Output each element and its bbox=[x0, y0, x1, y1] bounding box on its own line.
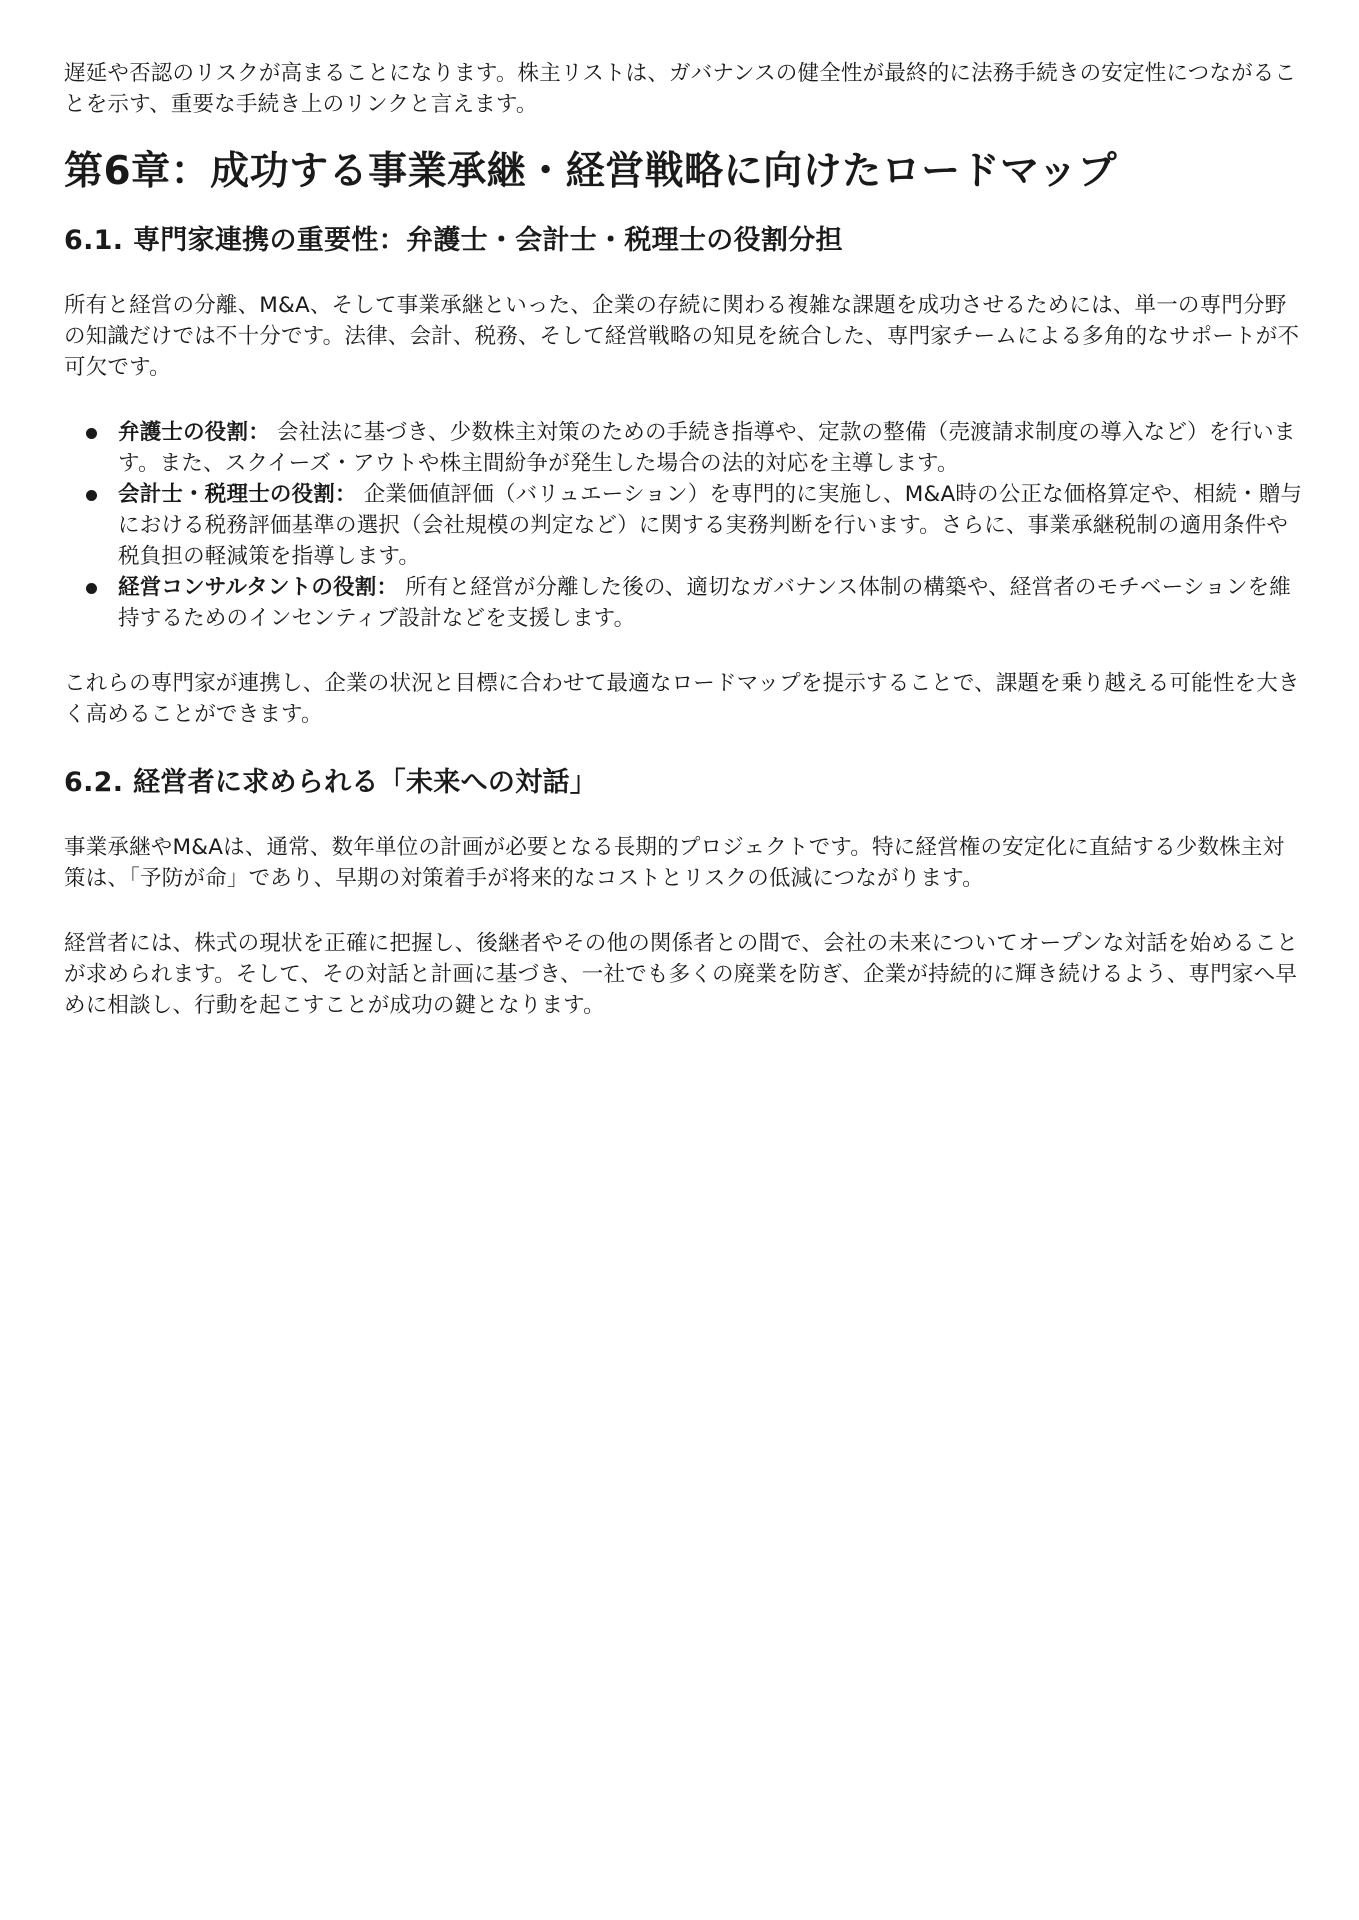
list-item-consultant bbox=[64, 572, 1304, 634]
role-title: 会計士・税理士の役割： bbox=[118, 482, 357, 507]
bullet-icon bbox=[86, 490, 97, 501]
role-title: 経営コンサルタントの役割： bbox=[118, 575, 399, 600]
bullet-icon bbox=[86, 428, 97, 439]
section-6-1-conclusion: これらの専門家が連携し、企業の状況と目標に合わせて最適なロードマップを提示することで、課題を乗り越える可能性を大きく高めることができます。 bbox=[64, 671, 1300, 727]
roles-list bbox=[64, 417, 1304, 634]
section-6-2-paragraph-1: 事業承継やM&Aは、通常、数年単位の計画が必要となる長期的プロジェクトです。特に経営権の安定化に直結する少数株主対策は、「予防が命」であり、早期の対策着手が将来的なコストとリスクの低減につながります。 bbox=[64, 835, 1285, 891]
document-page bbox=[64, 58, 1304, 1021]
section-6-2-heading: 6.2. 経営者に求められる「未来への対話」 bbox=[64, 767, 598, 798]
role-text: 会社法に基づき、少数株主対策のための手続き指導や、定款の整備（売渡請求制度の導入など）を行います。また、スクイーズ・アウトや株主間紛争が発生した場合の法的対応を主導します。 bbox=[118, 420, 1296, 476]
continuation-paragraph: 遅延や否認のリスクが高まることになります。株主リストは、ガバナンスの健全性が最終的に法務手続きの安定性につながることを示す、重要な手続き上のリンクと言えます。 bbox=[64, 61, 1297, 117]
bullet-icon bbox=[86, 583, 97, 594]
list-item-lawyer bbox=[64, 417, 1304, 479]
section-6-1-intro: 所有と経営の分離、M&A、そして事業承継といった、企業の存続に関わる複雑な課題を成功させるためには、単一の専門分野の知識だけでは不十分です。法律、会計、税務、そして経営戦略の知見を統合した、専門家チームによる多角的なサポートが不可欠です。 bbox=[64, 293, 1300, 380]
chapter-title: 第6章：成功する事業承継・経営戦略に向けたロードマップ bbox=[64, 149, 1118, 194]
list-item-accountant bbox=[64, 479, 1304, 572]
role-text: 所有と経営が分離した後の、適切なガバナンス体制の構築や、経営者のモチベーションを維持するためのインセンティブ設計などを支援します。 bbox=[118, 575, 1292, 631]
role-text: 企業価値評価（バリュエーション）を専門的に実施し、M&A時の公正な価格算定や、相続・贈与における税務評価基準の選択（会社規模の判定など）に関する実務判断を行います。さらに、事業承継税制の適用条件や税負担の軽減策を指導します。 bbox=[118, 482, 1303, 569]
role-title: 弁護士の役割： bbox=[118, 420, 270, 445]
section-6-1-heading: 6.1. 専門家連携の重要性：弁護士・会計士・税理士の役割分担 bbox=[64, 225, 843, 256]
section-6-2-paragraph-2: 経営者には、株式の現状を正確に把握し、後継者やその他の関係者との間で、会社の未来についてオープンな対話を始めることが求められます。そして、その対話と計画に基づき、一社でも多くの廃業を防ぎ、企業が持続的に輝き続けるよう、専門家へ早めに相談し、行動を起こすことが成功の鍵となります。 bbox=[64, 931, 1299, 1018]
